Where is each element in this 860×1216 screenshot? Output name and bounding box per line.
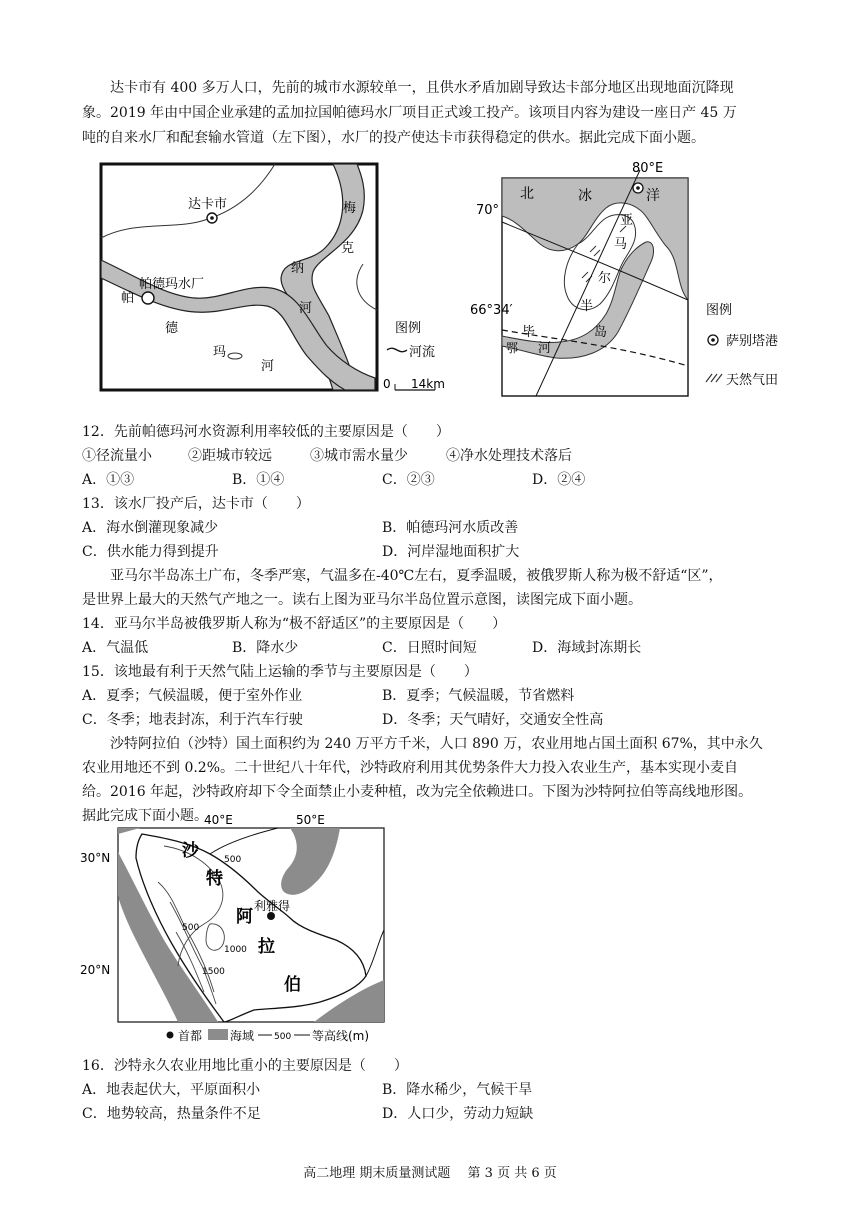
arctic-circle-label: 66°34′ (470, 303, 513, 318)
lon-40-label: 40°E (204, 813, 233, 827)
peninsula-label: 亚 (620, 213, 634, 228)
parallel-70-label: 70° (476, 203, 500, 218)
contour-label: 1500 (202, 967, 225, 977)
contour-label: 500 (224, 855, 242, 865)
country-label: 阿 (236, 907, 253, 927)
option-d: D．②④ (532, 472, 586, 488)
option-d: D．人口少，劳动力短缺 (382, 1106, 534, 1122)
peninsula-label: 马 (614, 237, 628, 252)
statement-item: ④净水处理技术落后 (446, 448, 572, 464)
peninsula-label: 半 (580, 299, 594, 314)
river-label-padma: 帕 (121, 291, 135, 306)
statement-item: ③城市需水量少 (310, 448, 408, 464)
statement-item: ①径流量小 (82, 448, 152, 464)
legend-title: 图例 (395, 321, 422, 336)
option-d: D．河岸湿地面积扩大 (382, 544, 520, 560)
river-label-meghna: 克 (341, 241, 355, 256)
capital-label: 利雅得 (254, 899, 291, 913)
capital-legend-icon (167, 1032, 174, 1039)
passage-line: 农业用地还不到 0.2%。二十世纪八十年代，沙特政府利用其优势条件大力投入农业生产，基本实现小麦自 (82, 760, 739, 776)
question-stem: 16．沙特永久农业用地比重小的主要原因是（ ） (82, 1058, 408, 1074)
country-label: 伯 (284, 975, 301, 995)
saudi-arabia-contour-map (78, 812, 390, 1044)
country-label: 拉 (258, 937, 275, 957)
option-b: B．降水稀少，气候干旱 (382, 1082, 533, 1098)
option-c: C．供水能力得到提升 (82, 544, 219, 560)
ocean-label: 洋 (646, 188, 660, 204)
question-stem: 14．亚马尔半岛被俄罗斯人称为“极不舒适区”的主要原因是（ ） (82, 616, 507, 632)
legend-contour: 等高线(m) (312, 1029, 370, 1043)
contour-label: 500 (182, 923, 200, 933)
ocean-label: 冰 (578, 188, 592, 204)
passage-line: 是世界上最大的天然气产地之一。读右上图为亚马尔半岛位置示意图，读图完成下面小题。 (82, 592, 642, 608)
option-a: A．海水倒灌现象减少 (82, 520, 219, 536)
river-label-padma: 河 (261, 359, 275, 374)
question-stem: 15．该地最有利于天然气陆上运输的季节与主要原因是（ ） (82, 664, 478, 680)
city-label-dhaka: 达卡市 (188, 197, 228, 212)
legend-port: 萨别塔港 (726, 334, 779, 349)
passage-line: 象。2019 年由中国企业承建的孟加拉国帕德玛水厂项目正式竣工投产。该项目内容为建设一座日产 45 万 (82, 105, 737, 121)
legend-river: 河流 (409, 345, 436, 360)
river-label-ob: 河 (538, 341, 552, 356)
ocean-label: 北 (520, 186, 534, 202)
page-footer: 高二地理 期末质量测试题 第 3 页 共 6 页 (303, 1166, 557, 1181)
contour-label: 1000 (224, 945, 247, 955)
question-stem: 12．先前帕德玛河水资源利用率较低的主要原因是（ ） (82, 424, 450, 440)
meridian-label: 80°E (632, 161, 664, 176)
option-b: B．夏季；气候温暖，节省燃料 (382, 688, 575, 704)
passage-line: 亚马尔半岛冻土广布，冬季严寒，气温多在-40℃左右，夏季温暖，被俄罗斯人称为极不舒适“区”， (110, 568, 723, 584)
option-c: C．②③ (382, 472, 435, 488)
passage-line: 据此完成下面小题。 (82, 808, 208, 824)
statement-item: ②距城市较远 (188, 448, 272, 464)
scale-zero: 0 (383, 377, 391, 391)
legend-contour-value: 500 (274, 1032, 292, 1042)
sea-legend-icon (208, 1029, 228, 1040)
river-label-padma: 玛 (213, 345, 227, 360)
option-a: A．气温低 (82, 640, 149, 656)
option-c: C．地势较高，热量条件不足 (82, 1106, 261, 1122)
passage-line: 吨的自来水厂和配套输水管道（左下图），水厂的投产使达卡市获得稳定的供水。据此完成下面小题。 (82, 130, 705, 146)
option-a: A．①③ (82, 472, 135, 488)
option-b: B．帕德玛河水质改善 (382, 520, 519, 536)
option-c: C．日照时间短 (382, 640, 477, 656)
river-label-meghna: 河 (299, 301, 313, 316)
option-b: B．①④ (232, 472, 285, 488)
legend-title: 图例 (706, 303, 733, 318)
river-label-meghna: 梅 (343, 201, 357, 216)
river-label-ob: 毕 (522, 325, 536, 340)
legend-capital: 首都 (178, 1029, 203, 1043)
legend-sea: 海域 (230, 1029, 255, 1043)
option-b: B．降水少 (232, 640, 299, 656)
peninsula-label: 尔 (598, 271, 612, 286)
river-label-padma: 德 (165, 321, 179, 336)
option-a: A．地表起伏大，平原面积小 (82, 1082, 261, 1098)
question-stem: 13．该水厂投产后，达卡市（ ） (82, 496, 310, 512)
scale-distance: 14km (411, 377, 445, 391)
passage-line: 沙特阿拉伯（沙特）国土面积约为 240 万平方千米，人口 890 万，农业用地占国土面积 67%，其中永久 (110, 736, 763, 752)
river-legend-icon (387, 348, 407, 351)
peninsula-label: 岛 (594, 325, 608, 340)
option-d: D．海域封冻期长 (532, 640, 642, 656)
legend-gas: 天然气田 (726, 373, 779, 388)
passage-line: 给。2016 年起，沙特政府却下令全面禁止小麦种植，改为完全依赖进口。下图为沙特阿拉伯等高线地形图。 (82, 784, 753, 800)
river-label-meghna: 纳 (291, 261, 305, 276)
passage-line: 达卡市有 400 多万人口，先前的城市水源较单一，且供水矛盾加剧导致达卡部分地区出现地面沉降现 (110, 80, 734, 96)
river-label-ob: 鄂 (506, 341, 519, 355)
country-label: 沙 (182, 841, 199, 861)
option-c: C．冬季；地表封冻，利于汽车行驶 (82, 712, 303, 728)
yamal-peninsula-map (470, 160, 800, 400)
option-d: D．冬季；天气晴好，交通安全性高 (382, 712, 604, 728)
option-a: A．夏季；气候温暖，便于室外作业 (82, 688, 303, 704)
lat-30-label: 30°N (80, 851, 111, 865)
dhaka-water-plant-map (95, 160, 465, 400)
country-label: 特 (206, 869, 223, 889)
gas-field-legend-icon (706, 374, 722, 382)
plant-label: 帕德玛水厂 (139, 277, 205, 292)
lon-50-label: 50°E (296, 813, 325, 827)
lat-20-label: 20°N (80, 963, 111, 977)
